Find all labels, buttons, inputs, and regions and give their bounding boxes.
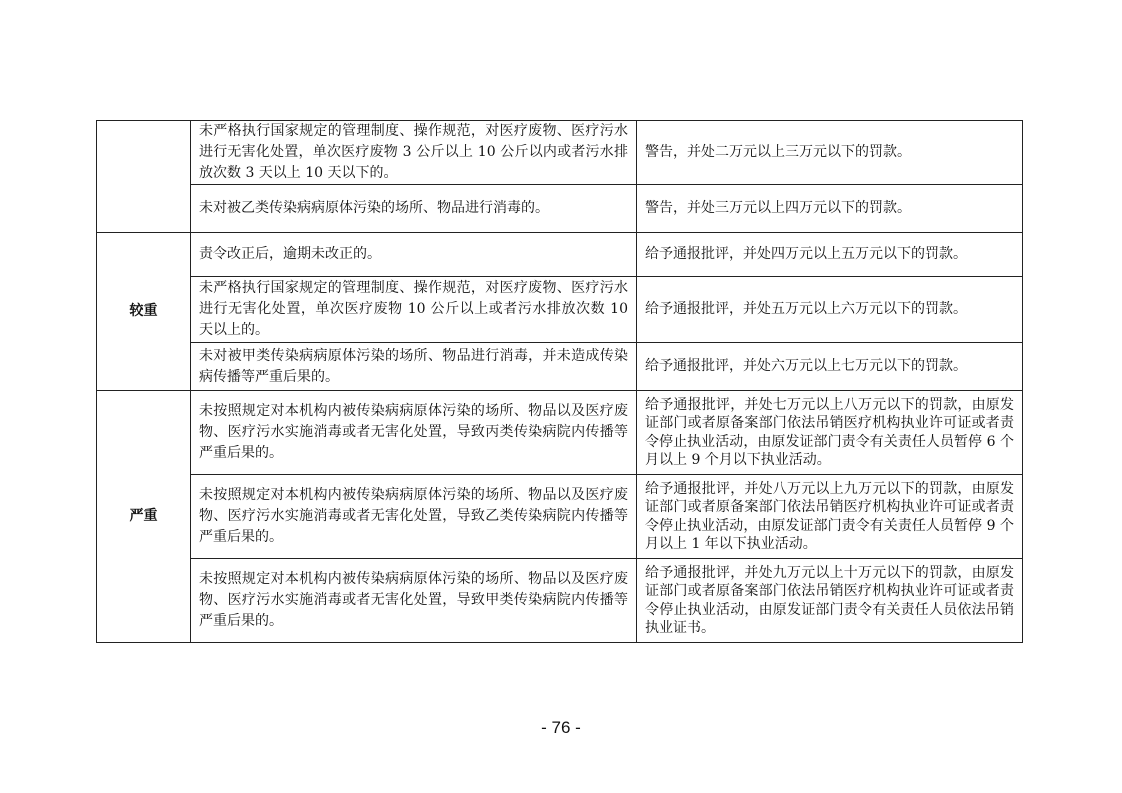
- severity-level-cell: [97, 121, 191, 233]
- violation-condition-cell: 未对被乙类传染病病原体污染的场所、物品进行消毒的。: [191, 185, 637, 233]
- violation-condition-cell: 未按照规定对本机构内被传染病病原体污染的场所、物品以及医疗废物、医疗污水实施消毒或者无害化处置，导致甲类传染病院内传播等严重后果的。: [191, 559, 637, 643]
- penalty-cell: 给予通报批评，并处八万元以上九万元以下的罚款，由原发证部门或者原备案部门依法吊销医疗机构执业许可证或者责令停止执业活动，由原发证部门责令有关责任人员暂停 9 个月以上 1 年以下执业活动。: [637, 475, 1023, 559]
- table-row: [97, 185, 1023, 233]
- severity-level-cell: 较重: [97, 233, 191, 391]
- penalty-cell: 警告，并处三万元以上四万元以下的罚款。: [637, 185, 1023, 233]
- violation-condition-cell: 未对被甲类传染病病原体污染的场所、物品进行消毒，并未造成传染病传播等严重后果的。: [191, 343, 637, 391]
- penalty-cell: 给予通报批评，并处六万元以上七万元以下的罚款。: [637, 343, 1023, 391]
- table-row: [97, 277, 1023, 343]
- table-row: [97, 391, 1023, 475]
- penalty-standard-table: [96, 120, 1023, 643]
- violation-condition-cell: 未严格执行国家规定的管理制度、操作规范，对医疗废物、医疗污水进行无害化处置，单次医疗废物 10 公斤以上或者污水排放次数 10 天以上的。: [191, 277, 637, 343]
- table-row: [97, 121, 1023, 185]
- penalty-cell: 警告，并处二万元以上三万元以下的罚款。: [637, 121, 1023, 185]
- penalty-cell: 给予通报批评，并处七万元以上八万元以下的罚款，由原发证部门或者原备案部门依法吊销医疗机构执业许可证或者责令停止执业活动，由原发证部门责令有关责任人员暂停 6 个月以上 9 个月以下执业活动。: [637, 391, 1023, 475]
- table-row: [97, 233, 1023, 277]
- penalty-cell: 给予通报批评，并处五万元以上六万元以下的罚款。: [637, 277, 1023, 343]
- page-number: - 76 -: [541, 718, 581, 737]
- violation-condition-cell: 未按照规定对本机构内被传染病病原体污染的场所、物品以及医疗废物、医疗污水实施消毒或者无害化处置，导致乙类传染病院内传播等严重后果的。: [191, 475, 637, 559]
- severity-level-cell: 严重: [97, 391, 191, 643]
- penalty-cell: 给予通报批评，并处四万元以上五万元以下的罚款。: [637, 233, 1023, 277]
- table-row: [97, 559, 1023, 643]
- penalty-cell: 给予通报批评，并处九万元以上十万元以下的罚款，由原发证部门或者原备案部门依法吊销医疗机构执业许可证或者责令停止执业活动，由原发证部门责令有关责任人员依法吊销执业证书。: [637, 559, 1023, 643]
- violation-condition-cell: 责令改正后，逾期未改正的。: [191, 233, 637, 277]
- table-row: [97, 475, 1023, 559]
- violation-condition-cell: 未按照规定对本机构内被传染病病原体污染的场所、物品以及医疗废物、医疗污水实施消毒或者无害化处置，导致丙类传染病院内传播等严重后果的。: [191, 391, 637, 475]
- violation-condition-cell: 未严格执行国家规定的管理制度、操作规范，对医疗废物、医疗污水进行无害化处置，单次医疗废物 3 公斤以上 10 公斤以内或者污水排放次数 3 天以上 10 天以下的。: [191, 121, 637, 185]
- table-row: [97, 343, 1023, 391]
